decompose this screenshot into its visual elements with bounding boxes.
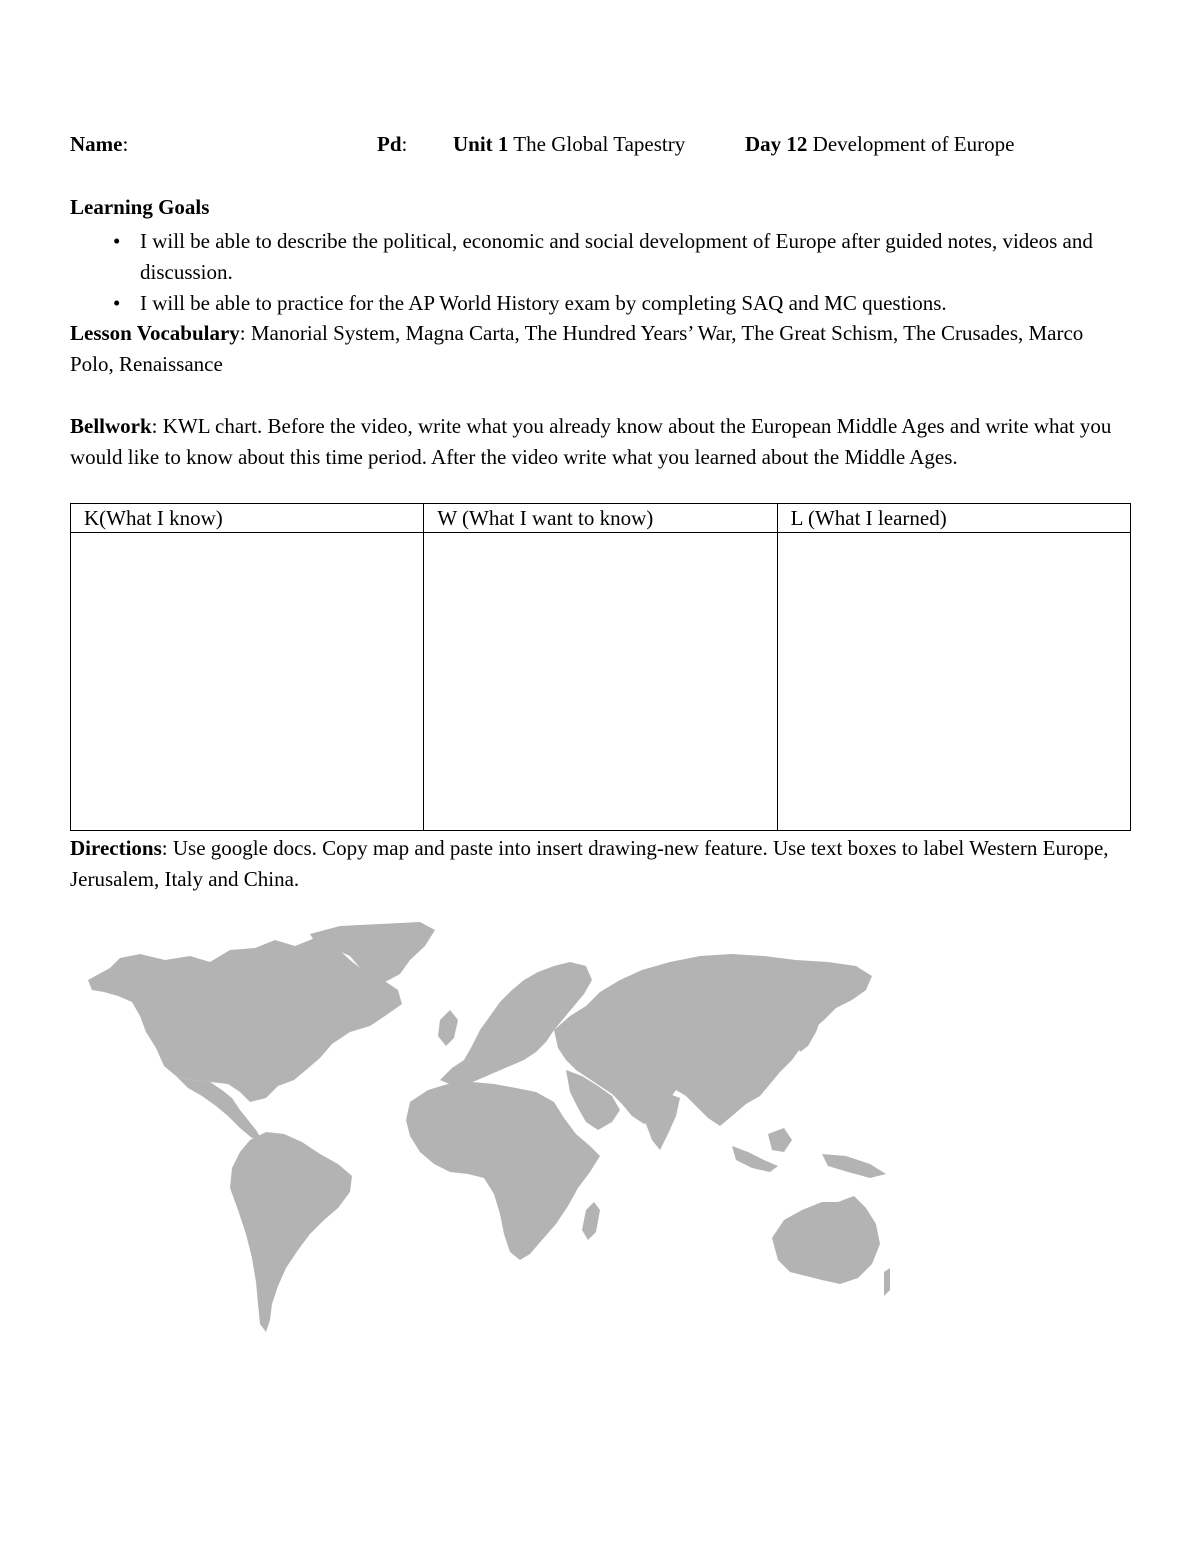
south-america-landmass	[230, 1132, 352, 1332]
learning-goal-item	[70, 288, 1130, 319]
name-colon: :	[122, 132, 129, 156]
pd-colon: :	[401, 132, 408, 156]
kwl-cell-want[interactable]	[424, 533, 777, 831]
period-field	[377, 132, 407, 157]
name-field	[70, 132, 128, 157]
vocabulary-label: Lesson Vocabulary	[70, 321, 240, 345]
name-label: Name	[70, 132, 123, 156]
africa-landmass	[406, 1082, 600, 1260]
day-label: Day 12	[745, 132, 808, 156]
indonesia-landmass	[732, 1146, 778, 1172]
learning-goals-list	[70, 226, 1130, 319]
learning-goal-text: I will be able to practice for the AP World History exam by completing SAQ and MC questions.	[140, 291, 947, 315]
kwl-header-row	[71, 504, 1131, 533]
kwl-cell-know[interactable]	[71, 533, 424, 831]
australia-landmass	[772, 1196, 880, 1284]
kwl-header-know: K(What I know)	[71, 504, 424, 533]
borneo-landmass	[768, 1128, 792, 1152]
day-title: Development of Europe	[807, 132, 1015, 156]
new-zealand-landmass	[884, 1268, 890, 1296]
learning-goal-item	[70, 226, 1130, 288]
kwl-cell-learned[interactable]	[777, 533, 1130, 831]
bullet-icon: •	[113, 229, 121, 253]
kwl-chart	[70, 503, 1131, 831]
bellwork-text: : KWL chart. Before the video, write what you already know about the European Middle Ages and write what you would like to know about this time period. After the video write what you learned about the Middle Ages.	[70, 414, 1112, 469]
pd-label: Pd	[377, 132, 402, 156]
new-guinea-landmass	[822, 1154, 886, 1178]
madagascar-landmass	[582, 1202, 600, 1240]
kwl-answer-row	[71, 533, 1131, 831]
kwl-header-want: W (What I want to know)	[424, 504, 777, 533]
bellwork-label: Bellwork	[70, 414, 152, 438]
india-landmass	[640, 1090, 680, 1150]
unit-heading	[453, 132, 685, 157]
bullet-icon: •	[113, 291, 121, 315]
directions-label: Directions	[70, 836, 162, 860]
kwl-header-learned: L (What I learned)	[777, 504, 1130, 533]
learning-goal-text: I will be able to describe the political, economic and social development of Europe after guided notes, videos and discussion.	[140, 229, 1093, 284]
day-heading	[745, 132, 1014, 157]
directions-instructions	[70, 833, 1132, 895]
lesson-vocabulary	[70, 318, 1132, 380]
north-america-landmass	[88, 938, 402, 1102]
vocabulary-text: : Manorial System, Magna Carta, The Hundred Years’ War, The Great Schism, The Crusades, Marco Polo, Renaissance	[70, 321, 1084, 376]
directions-text: : Use google docs. Copy map and paste into insert drawing-new feature. Use text boxes to label Western Europe, Jerusalem, Italy and China.	[70, 836, 1109, 891]
world-map	[80, 920, 890, 1340]
unit-label: Unit 1	[453, 132, 509, 156]
unit-title: The Global Tapestry	[508, 132, 686, 156]
learning-goals-title: Learning Goals	[70, 195, 210, 219]
bellwork-instructions	[70, 411, 1132, 473]
britain-landmass	[438, 1010, 458, 1046]
